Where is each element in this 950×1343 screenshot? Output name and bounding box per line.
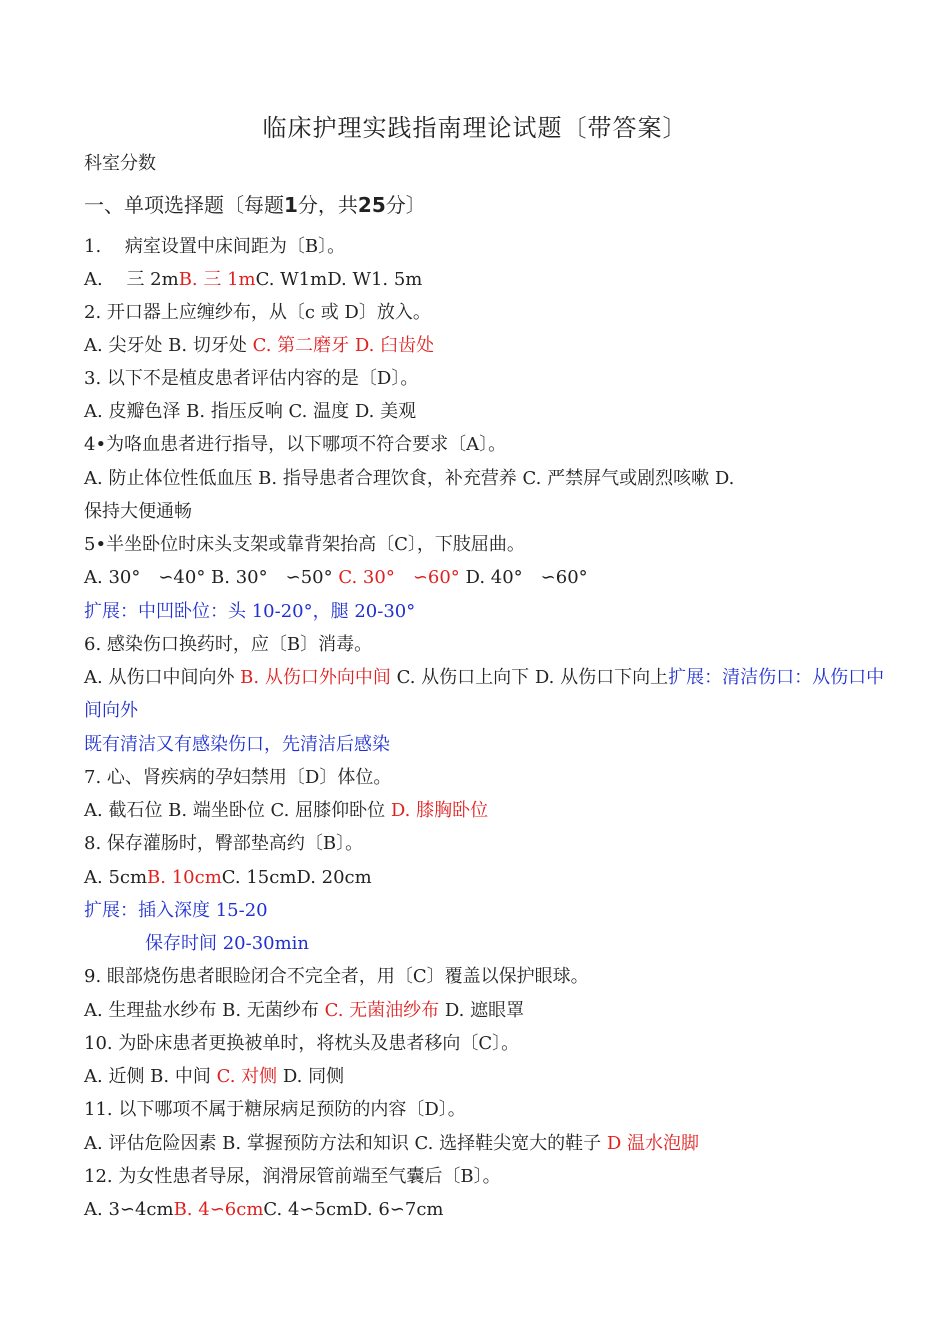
options-line: A. 防止体位性低血压 B. 指导患者合理饮食，补充营养 C. 严禁屏气或剧烈咳嗽 D.	[84, 468, 735, 489]
question-line: 6. 感染伤口换药时，应〔B〕消毒。	[84, 634, 373, 655]
answer-text: C. 30° ∽60°	[338, 567, 460, 588]
answer-text: B. 从伤口外向中间	[240, 667, 391, 688]
option-text: A. 3∽4cm	[84, 1199, 174, 1220]
option-text: A. 三 2m	[84, 269, 179, 290]
answer-text: C. 第二磨牙 D. 臼齿处	[252, 335, 435, 356]
options-line	[84, 566, 926, 590]
options-line	[84, 666, 926, 690]
option-text: C. W1mD. W1. 5m	[255, 269, 423, 290]
answer-text: B. 三 1m	[178, 269, 256, 290]
answer-text: C. 对侧	[216, 1066, 278, 1087]
question-line: 10. 为卧床患者更换被单时，将枕头及患者移向〔C〕。	[84, 1033, 520, 1054]
answer-text: D. 膝胸卧位	[390, 800, 489, 821]
section-n2: 25	[357, 193, 386, 217]
question-line: 4•为咯血患者进行指导，以下哪项不符合要求〔A〕。	[84, 434, 507, 455]
options-line	[84, 799, 926, 823]
options-line	[84, 1065, 926, 1089]
options-line-continued: 保持大便通畅	[84, 501, 192, 522]
question-line: 1. 病室设置中床间距为〔B〕。	[84, 236, 346, 257]
question-line: 7. 心、肾疾病的孕妇禁用〔D〕体位。	[84, 767, 392, 788]
option-text: D. 40° ∽60°	[459, 567, 588, 588]
option-text: A. 5cm	[84, 867, 148, 888]
options-line	[84, 866, 926, 890]
option-text: A. 从伤口中间向外	[84, 667, 241, 688]
question-line: 9. 眼部烧伤患者眼睑闭合不完全者，用〔C〕覆盖以保护眼球。	[84, 966, 589, 987]
extension-note: 既有清洁又有感染伤口，先清洁后感染	[84, 734, 390, 755]
extension-note: 保存时间 20-30min	[145, 933, 310, 954]
section-mid: 分，共	[297, 193, 358, 217]
option-text: A. 近侧 B. 中间	[84, 1066, 217, 1087]
option-text: A. 生理盐水纱布 B. 无菌纱布	[84, 1000, 325, 1021]
option-text: C. 从伤口上向下 D. 从伤口下向上	[390, 667, 669, 688]
question-line: 11. 以下哪项不属于糖尿病足预防的内容〔D〕。	[84, 1099, 466, 1120]
option-text: D. 同侧	[277, 1066, 345, 1087]
option-text: A. 截石位 B. 端坐卧位 C. 屈膝仰卧位	[84, 800, 391, 821]
extension-note: 间向外	[84, 700, 138, 721]
answer-text: C. 无菌油纱布	[324, 1000, 440, 1021]
answer-text: D 温水泡脚	[606, 1133, 700, 1154]
options-line	[84, 268, 926, 292]
question-line: 12. 为女性患者导尿，润滑尿管前端至气囊后〔B〕。	[84, 1166, 501, 1187]
options-line	[84, 999, 926, 1023]
extension-note: 扩展：中凹卧位：头 10-20°，腿 20-30°	[84, 601, 416, 622]
options-line	[84, 334, 926, 358]
answer-text: B. 10cm	[147, 867, 222, 888]
section-suffix: 分〕	[385, 193, 426, 217]
section-n1: 1	[284, 193, 298, 217]
extension-note: 扩展：清洁伤口：从伤口中	[668, 667, 885, 688]
options-line	[84, 1132, 926, 1156]
question-line: 2. 开口器上应缠纱布，从〔c 或 D〕放入。	[84, 302, 431, 323]
option-text: D. 遮眼罩	[439, 1000, 525, 1021]
option-text: A. 评估危险因素 B. 掌握预防方法和知识 C. 选择鞋尖宽大的鞋子	[84, 1133, 607, 1154]
option-text: C. 4∽5cmD. 6∽7cm	[263, 1199, 444, 1220]
answer-text: B. 4∽6cm	[173, 1199, 264, 1220]
question-line: 5•半坐卧位时床头支架或靠背架抬高〔C〕，下肢屈曲。	[84, 534, 525, 555]
option-text: A. 尖牙处 B. 切牙处	[84, 335, 253, 356]
section-heading	[84, 193, 926, 217]
options-line: A. 皮瓣色泽 B. 指压反响 C. 温度 D. 美观	[84, 401, 417, 422]
question-line: 8. 保存灌肠时，臀部垫高约〔B〕。	[84, 833, 364, 854]
dept-line: 科室分数	[84, 153, 156, 174]
option-text: A. 30° ∽40° B. 30° ∽50°	[84, 567, 339, 588]
extension-note: 扩展：插入深度 15-20	[84, 900, 268, 921]
question-line: 3. 以下不是植皮患者评估内容的是〔D〕。	[84, 368, 419, 389]
section-prefix: 一、单项选择题〔每题	[84, 193, 284, 217]
options-line	[84, 1198, 926, 1222]
page-title: 临床护理实践指南理论试题〔带答案〕	[262, 114, 688, 142]
option-text: C. 15cmD. 20cm	[221, 867, 372, 888]
